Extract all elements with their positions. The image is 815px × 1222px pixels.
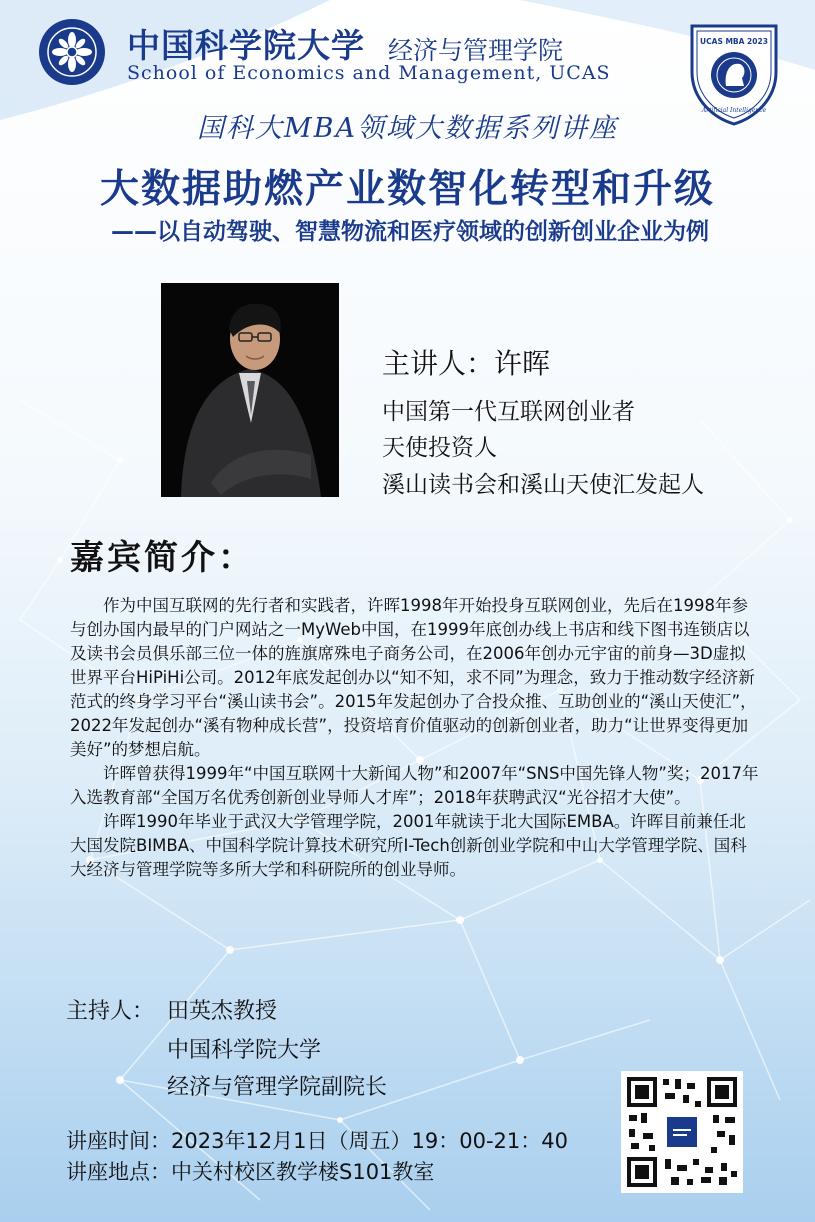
bio-paragraph: 许晖曾获得1999年“中国互联网十大新闻人物”和2007年“SNS中国先锋人物”奖；2017年入选教育部“全国万名优秀创新创业导师人才库”；2018年获聘武汉“光谷招才大使”。 xyxy=(70,764,759,807)
host-affiliation-2: 经济与管理学院副院长 xyxy=(167,1075,388,1100)
host-name: 田英杰教授 xyxy=(167,999,278,1024)
department-name: 经济与管理学院 xyxy=(388,36,564,65)
speaker-photo xyxy=(161,283,339,497)
speaker-name: 主讲人：许晖 xyxy=(382,347,551,380)
speaker-role-1: 中国第一代互联网创业者 xyxy=(382,399,635,425)
lecture-title: 大数据助燃产业数智化转型和升级 xyxy=(99,167,715,212)
lecture-location: 讲座地点：中关村校区教学楼S101教室 xyxy=(66,1160,435,1184)
speaker-role-2: 天使投资人 xyxy=(382,435,497,461)
speaker-role-3: 溪山读书会和溪山天使汇发起人 xyxy=(382,472,704,498)
lecture-subtitle: ——以自动驾驶、智慧物流和医疗领域的创新创业企业为例 xyxy=(111,219,709,245)
school-name-english: School of Economics and Management, UCAS xyxy=(127,62,611,84)
ucas-logo-icon xyxy=(38,18,106,86)
guest-intro-heading: 嘉宾简介： xyxy=(70,538,255,578)
lecture-series-title: 国科大MBA领域大数据系列讲座 xyxy=(197,113,618,144)
badge-bottom-text: Artificial Intelligence xyxy=(701,107,767,114)
guest-bio xyxy=(70,594,760,882)
bio-paragraph: 作为中国互联网的先行者和实践者，许晖1998年开始投身互联网创业，先后在1998年参与创办国内最早的门户网站之一MyWeb中国，在1999年底创办线上书店和线下图书连锁店以及读书会员俱乐部三位一体的旌旗席殊电子商务公司，在2006年创办元宇宙的前身—3D虚拟世界平台HiPiHi公司。2012年底发起创办以“知不知，求不同”为理念，致力于推动数字经济新范式的终身学习平台“溪山读书会”。2015年发起创办了合投众推、互助创业的“溪山天使汇”，2022年发起创办“溪有物种成长营”，投资培育价值驱动的创新创业者，助力“让世界变得更加美好”的梦想启航。 xyxy=(70,596,757,759)
bio-paragraph: 许晖1990年毕业于武汉大学管理学院，2001年就读于北大国际EMBA。许晖目前兼任北大国发院BIMBA、中国科学院计算技术研究所I-Tech创新创业学院和中山大学管理学院、国科大经济与管理学院等多所大学和科研院所的创业导师。 xyxy=(70,812,747,879)
host-label: 主持人： xyxy=(66,999,155,1024)
university-name: 中国科学院大学 xyxy=(127,26,365,65)
qr-code-icon[interactable] xyxy=(621,1071,743,1193)
badge-top-text: UCAS MBA 2023 xyxy=(700,37,768,46)
host-affiliation-1: 中国科学院大学 xyxy=(167,1038,322,1063)
lecture-time: 讲座时间：2023年12月1日（周五）19：00-21：40 xyxy=(66,1129,568,1153)
